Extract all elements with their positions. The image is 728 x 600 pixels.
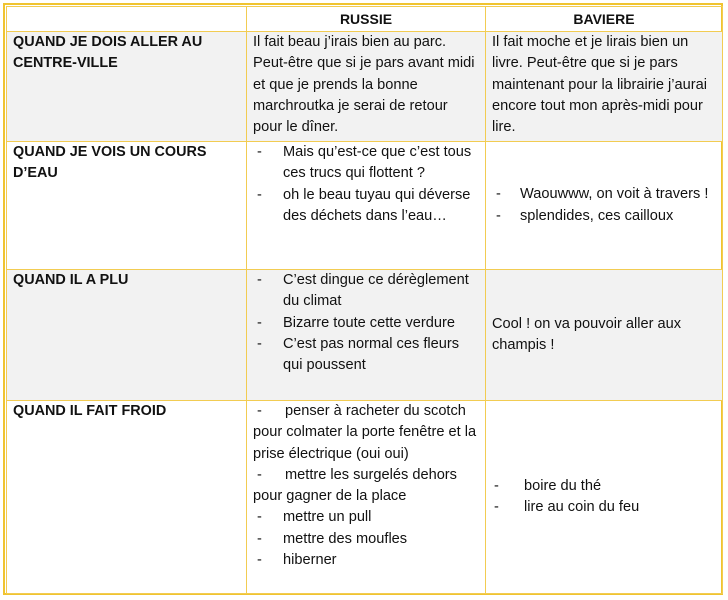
row-label: QUAND IL FAIT FROID	[7, 401, 247, 594]
list-item	[253, 507, 479, 528]
list-item	[492, 476, 716, 497]
row-label: QUAND IL A PLU	[7, 270, 247, 401]
list-item	[492, 206, 716, 227]
baviere-text: Il fait moche et je lirais bien un livre. Peut-être que si je pars maintenant pour la librairie j’aurai encore tout mon après-midi pour lire.	[492, 34, 707, 136]
baviere-cell	[486, 270, 723, 401]
list-item	[253, 401, 479, 465]
dash-marker: -	[494, 477, 499, 494]
dash-marker: -	[257, 144, 262, 160]
russie-text: Il fait beau j’irais bien au parc. Peut-être que si je pars avant midi et que je prends la bonne marchroutka je serai de retour pour le dîner.	[253, 34, 475, 136]
table-header-row	[7, 7, 723, 32]
list-item-text: mettre les surgelés dehors pour gagner de la place	[253, 466, 457, 505]
list-item-text: splendides, ces cailloux	[520, 207, 674, 224]
list-item	[492, 497, 716, 518]
list-item	[253, 529, 479, 550]
list-item	[253, 270, 479, 313]
dash-marker: -	[257, 403, 262, 419]
list-item-text: lire au coin du feu	[524, 499, 640, 515]
russie-cell	[247, 32, 486, 142]
dash-marker: -	[257, 552, 262, 569]
russie-cell	[247, 270, 486, 401]
baviere-cell	[486, 32, 723, 142]
list-item-text: oh le beau tuyau qui déverse des déchets dans l’eau…	[283, 186, 471, 224]
dash-marker: -	[257, 314, 262, 331]
dash-marker: -	[496, 207, 501, 224]
baviere-cell	[486, 401, 723, 594]
list-item-text: C’est dingue ce dérèglement du climat	[283, 272, 469, 310]
russie-list-short	[253, 507, 479, 571]
list-item-text: Bizarre toute cette verdure	[283, 314, 455, 331]
list-item-text: mettre un pull	[283, 509, 372, 526]
list-item-text: penser à racheter du scotch pour colmater la porte fenêtre et la prise électrique (oui oui)	[253, 403, 477, 462]
dash-marker: -	[257, 530, 262, 547]
header-empty	[7, 7, 247, 32]
baviere-list	[492, 476, 716, 519]
table-row	[7, 142, 723, 270]
russie-cell	[247, 401, 486, 594]
row-label: QUAND JE VOIS UN COURS D’EAU	[7, 142, 247, 270]
list-item	[253, 550, 479, 571]
list-item	[253, 313, 479, 334]
dash-marker: -	[257, 466, 262, 483]
table-row	[7, 32, 723, 142]
baviere-text: Cool ! on va pouvoir aller aux champis !	[492, 315, 682, 353]
list-item-text: mettre des moufles	[283, 530, 408, 547]
list-item	[253, 334, 479, 377]
russie-list	[253, 142, 479, 227]
header-russie: RUSSIE	[247, 7, 486, 32]
russie-cell	[247, 142, 486, 270]
list-item-text: hiberner	[283, 552, 337, 569]
list-item	[253, 185, 479, 228]
list-item	[253, 465, 479, 508]
list-item-text: boire du thé	[524, 477, 602, 494]
list-item	[253, 142, 479, 185]
dash-marker: -	[257, 186, 262, 203]
comparison-table	[6, 6, 723, 594]
table-row	[7, 401, 723, 594]
list-item	[492, 184, 716, 205]
dash-marker: -	[257, 509, 262, 526]
table-row	[7, 270, 723, 401]
row-label: QUAND JE DOIS ALLER AU CENTRE-VILLE	[7, 32, 247, 142]
list-item-text: C’est pas normal ces fleurs qui poussent	[283, 335, 460, 374]
dash-marker: -	[257, 335, 262, 352]
dash-marker: -	[494, 499, 499, 515]
dash-marker: -	[496, 186, 501, 203]
russie-list	[253, 401, 479, 507]
list-item-text: Waouwww, on voit à travers !	[520, 186, 709, 203]
dash-marker: -	[257, 272, 262, 288]
list-item-text: Mais qu’est-ce que c’est tous ces trucs qui flottent ?	[283, 144, 472, 182]
russie-list	[253, 270, 479, 376]
baviere-list	[492, 184, 716, 227]
baviere-cell	[486, 142, 723, 270]
header-baviere: BAVIERE	[486, 7, 723, 32]
